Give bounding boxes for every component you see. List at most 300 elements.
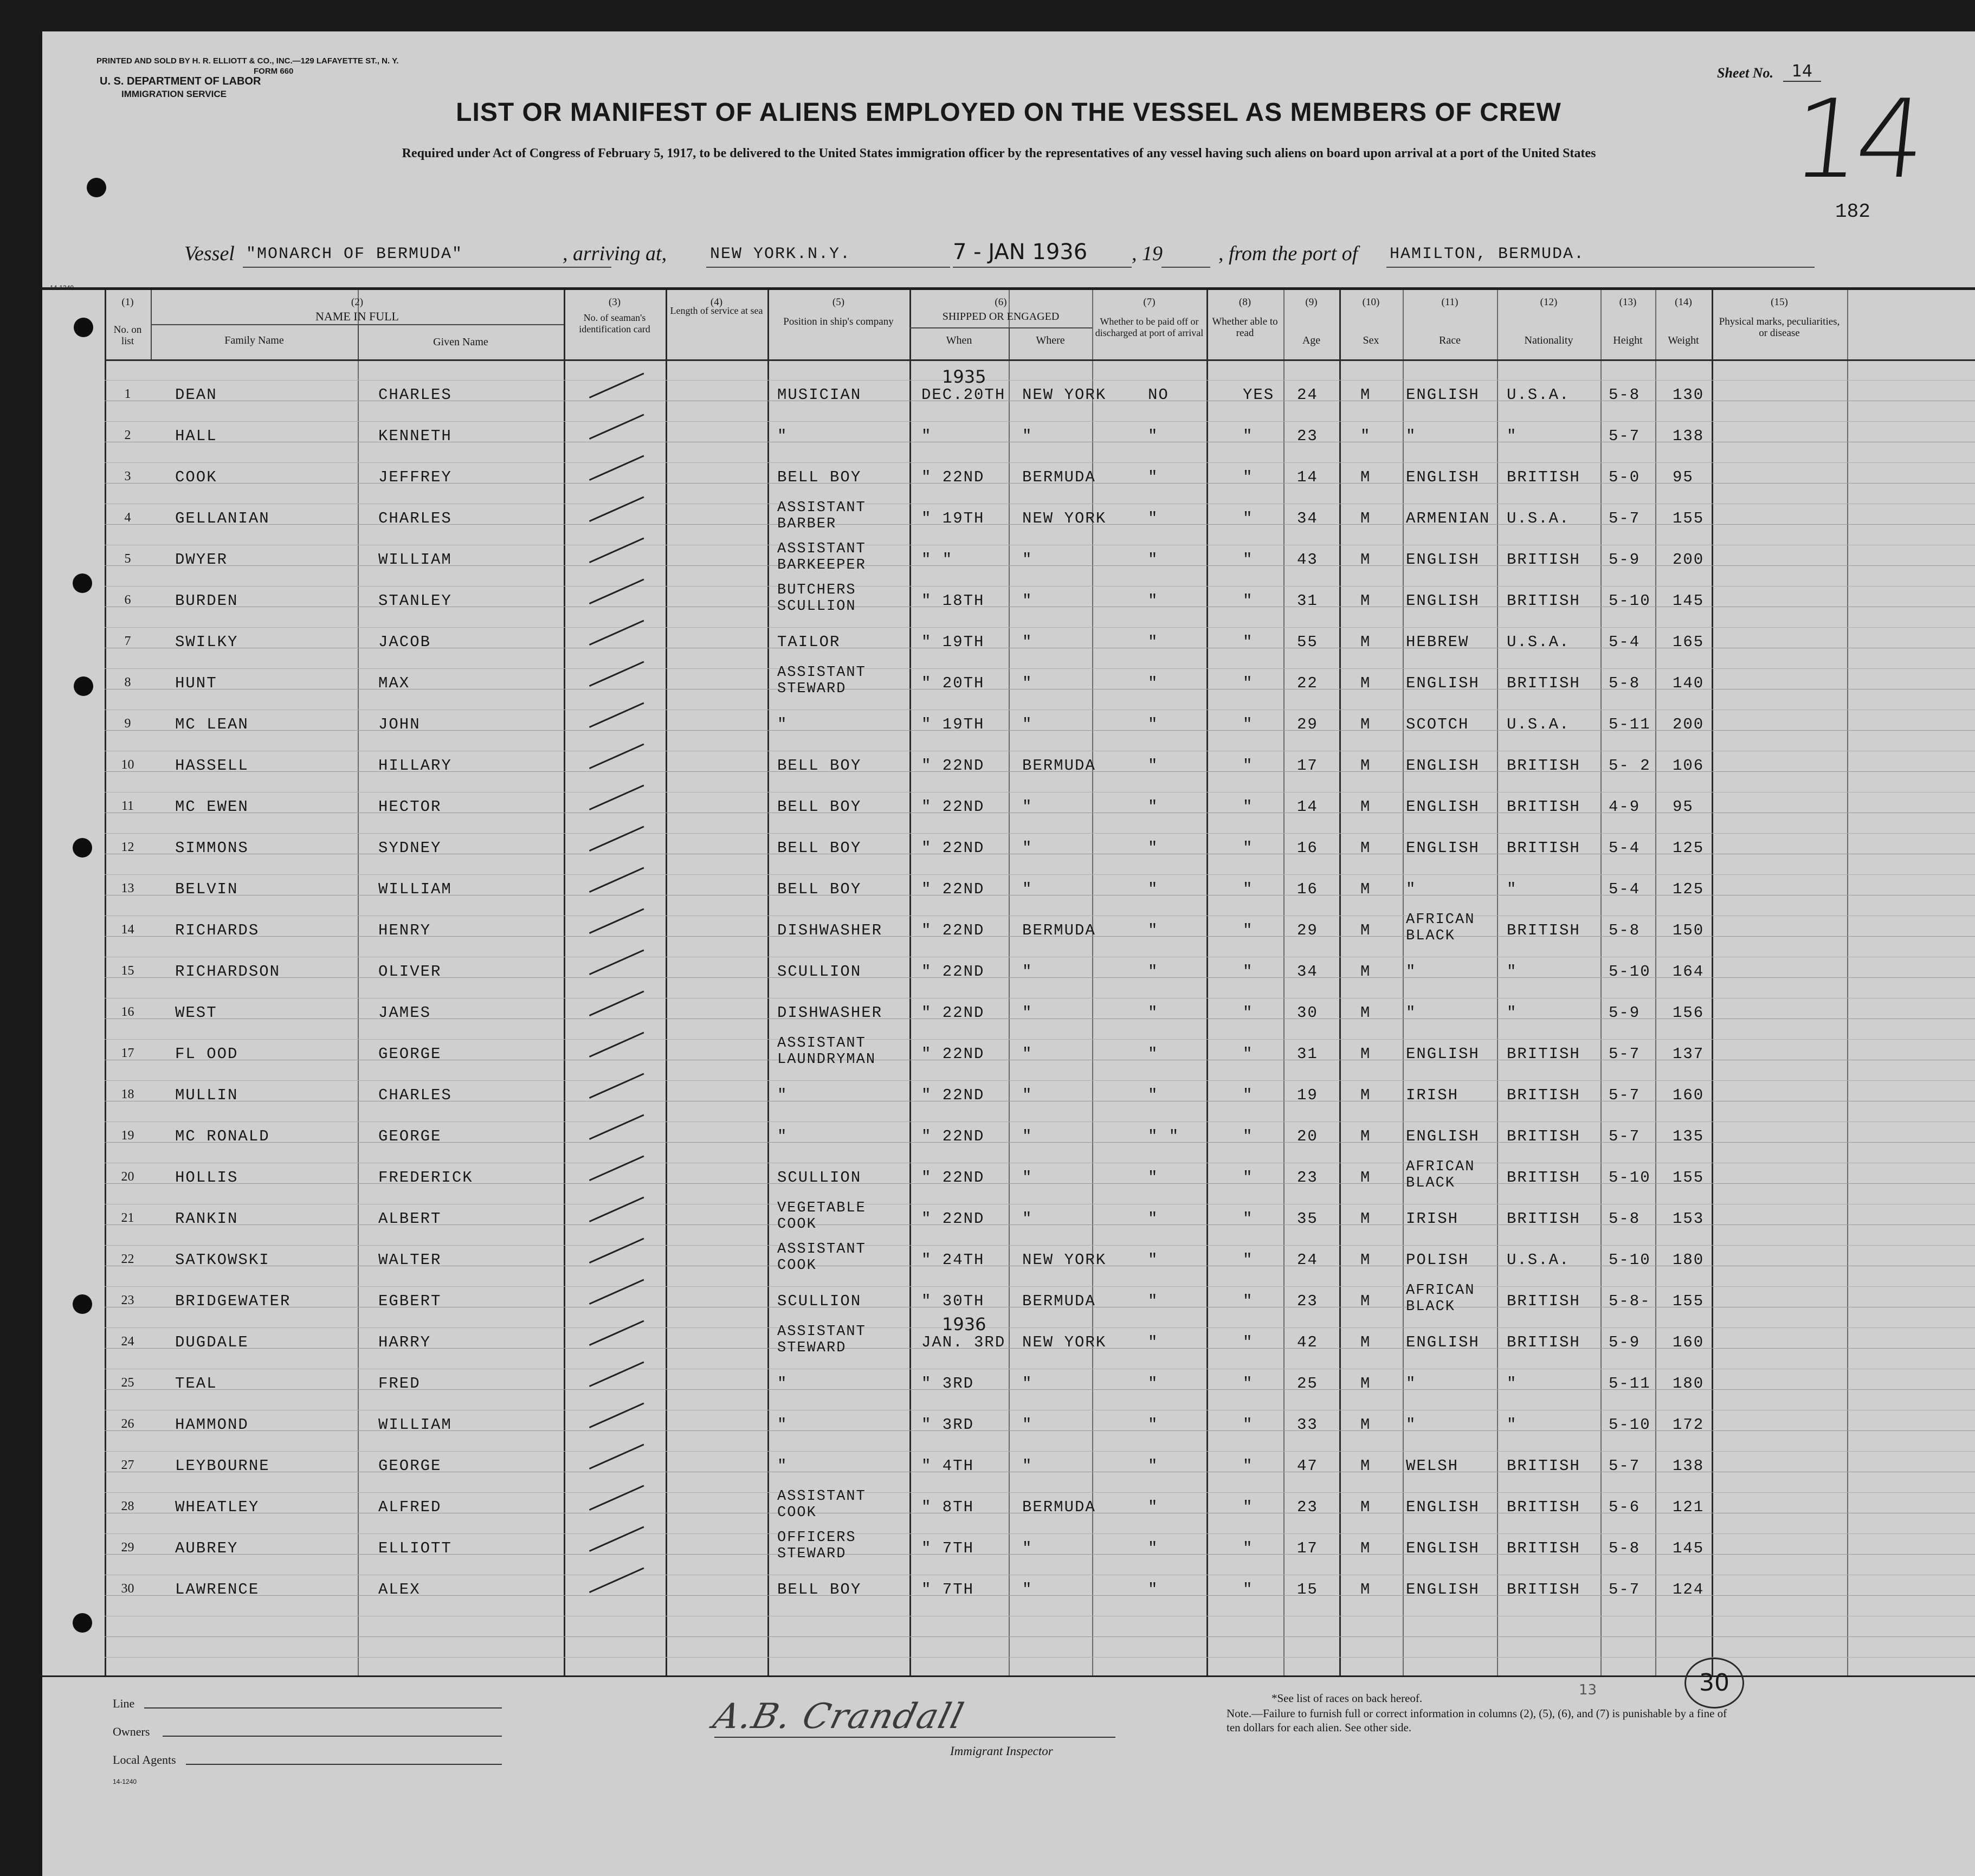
inspector-signature: A.B. Crandall xyxy=(709,1697,969,1737)
height: 5-8 xyxy=(1609,1210,1641,1228)
paid-off: " xyxy=(1148,510,1159,527)
shipped-where: NEW YORK xyxy=(1022,1333,1107,1351)
position: BELL BOY xyxy=(777,798,862,816)
paid-off: " xyxy=(1148,1210,1159,1228)
arrival-port: NEW YORK.N.Y. xyxy=(710,245,851,263)
row-number: 5 xyxy=(124,552,131,566)
weight: 160 xyxy=(1673,1333,1705,1351)
age: 23 xyxy=(1297,427,1318,445)
able-to-read: YES xyxy=(1243,386,1275,404)
height: 5-8 xyxy=(1609,674,1641,692)
header-weight: Weight xyxy=(1668,334,1699,346)
row-number: 22 xyxy=(121,1252,134,1266)
position: " xyxy=(777,715,788,733)
nationality: BRITISH xyxy=(1507,592,1580,610)
paid-off: " xyxy=(1148,1539,1159,1557)
row-number: 14 xyxy=(121,923,134,937)
row-number: 19 xyxy=(121,1129,134,1143)
ruling-line xyxy=(105,1636,1975,1637)
weight: 138 xyxy=(1673,1457,1705,1475)
height: 5- 2 xyxy=(1609,757,1651,775)
position: OFFICERS STEWARD xyxy=(777,1530,856,1562)
height: 5-10 xyxy=(1609,1416,1651,1434)
paid-off: " xyxy=(1148,1045,1159,1063)
race: " xyxy=(1406,880,1417,898)
age: 29 xyxy=(1297,715,1318,733)
age: 34 xyxy=(1297,510,1318,527)
weight: 125 xyxy=(1673,839,1705,857)
row-number: 9 xyxy=(124,717,131,731)
given-name: OLIVER xyxy=(378,963,442,981)
weight: 155 xyxy=(1673,1292,1705,1310)
shipped-when: " 7TH xyxy=(921,1539,974,1557)
line-field xyxy=(144,1707,502,1709)
ruling-line xyxy=(105,1657,1975,1658)
able-to-read: " xyxy=(1243,1251,1254,1269)
paid-off: " xyxy=(1148,880,1159,898)
given-name: GEORGE xyxy=(378,1127,442,1145)
family-name: LAWRENCE xyxy=(175,1581,260,1598)
margin-mark: 13 xyxy=(1579,1682,1597,1698)
row-number: 29 xyxy=(121,1540,134,1555)
race: " xyxy=(1406,427,1417,445)
given-name: WALTER xyxy=(378,1251,442,1269)
position: TAILOR xyxy=(777,633,841,651)
weight: 106 xyxy=(1673,757,1705,775)
row-number: 27 xyxy=(121,1458,134,1472)
weight: 200 xyxy=(1673,551,1705,569)
able-to-read: " xyxy=(1243,1333,1254,1351)
name-split-rule xyxy=(358,324,359,359)
able-to-read: " xyxy=(1243,468,1254,486)
ruling-line xyxy=(105,1121,1975,1122)
family-name: MULLIN xyxy=(175,1086,238,1104)
sex: M xyxy=(1360,921,1371,939)
shipped-when: " 22ND xyxy=(921,1169,985,1187)
ruling-line xyxy=(105,668,1975,669)
shipped-where: " xyxy=(1022,963,1033,981)
sex: M xyxy=(1360,1375,1371,1393)
sex: M xyxy=(1360,1004,1371,1022)
height: 5-10 xyxy=(1609,592,1651,610)
given-name: HARRY xyxy=(378,1333,431,1351)
column-number: (2) xyxy=(351,296,364,308)
family-name: BURDEN xyxy=(175,592,238,610)
height: 5-8- xyxy=(1609,1292,1651,1310)
shipped-when: JAN. 3RD xyxy=(921,1333,1006,1351)
able-to-read: " xyxy=(1243,1498,1254,1516)
height: 5-9 xyxy=(1609,1333,1641,1351)
height: 4-9 xyxy=(1609,798,1641,816)
header-name-in-full: NAME IN FULL xyxy=(315,310,399,323)
position: ASSISTANT STEWARD xyxy=(777,1324,866,1356)
able-to-read: " xyxy=(1243,1457,1254,1475)
shipped-where: " xyxy=(1022,839,1033,857)
shipped-when: " 22ND xyxy=(921,1045,985,1063)
shipped-when: " " xyxy=(921,551,953,569)
column-number: (5) xyxy=(832,296,845,308)
sex: M xyxy=(1360,963,1371,981)
shipped-where: " xyxy=(1022,1210,1033,1228)
paid-off: " xyxy=(1148,1581,1159,1598)
height: 5-8 xyxy=(1609,921,1641,939)
column-number: (11) xyxy=(1441,296,1458,308)
family-name: COOK xyxy=(175,468,217,486)
signature-line xyxy=(714,1737,1115,1738)
height: 5-10 xyxy=(1609,1169,1651,1187)
shipped-where: " xyxy=(1022,1169,1033,1187)
shipped-when: " 3RD xyxy=(921,1375,974,1393)
family-name: DWYER xyxy=(175,551,228,569)
weight: 145 xyxy=(1673,592,1705,610)
sex: M xyxy=(1360,1251,1371,1269)
row-number: 3 xyxy=(124,469,131,483)
row-number: 18 xyxy=(121,1087,134,1101)
family-name: LEYBOURNE xyxy=(175,1457,270,1475)
sheet-number-label: Sheet No. xyxy=(1717,65,1773,81)
given-name: FRED xyxy=(378,1375,421,1393)
age: 16 xyxy=(1297,880,1318,898)
column-rule xyxy=(1600,290,1602,1675)
paid-off: NO xyxy=(1148,386,1169,404)
circled-total: 30 xyxy=(1684,1658,1744,1709)
nationality: " xyxy=(1507,1004,1518,1022)
paid-off: " xyxy=(1148,921,1159,939)
arrival-underline xyxy=(706,267,950,268)
sex: M xyxy=(1360,1416,1371,1434)
shipped-where: " xyxy=(1022,798,1033,816)
age: 30 xyxy=(1297,1004,1318,1022)
sex: M xyxy=(1360,1127,1371,1145)
race: ENGLISH xyxy=(1406,468,1480,486)
column-number: (10) xyxy=(1362,296,1380,308)
local-agents-field xyxy=(186,1764,502,1765)
given-name: KENNETH xyxy=(378,427,452,445)
shipped-where: NEW YORK xyxy=(1022,510,1107,527)
race: ENGLISH xyxy=(1406,1045,1480,1063)
able-to-read: " xyxy=(1243,1539,1254,1557)
column-number: (15) xyxy=(1771,296,1788,308)
sex: M xyxy=(1360,1457,1371,1475)
given-name: HILLARY xyxy=(378,757,452,775)
nationality: BRITISH xyxy=(1507,1045,1580,1063)
family-name: SATKOWSKI xyxy=(175,1251,270,1269)
race: ENGLISH xyxy=(1406,798,1480,816)
shipped-when: " 22ND xyxy=(921,839,985,857)
weight: 155 xyxy=(1673,510,1705,527)
position: ASSISTANT LAUNDRYMAN xyxy=(777,1035,876,1068)
race: POLISH xyxy=(1406,1251,1469,1269)
owners-field xyxy=(163,1736,502,1737)
shipped-when: " 3RD xyxy=(921,1416,974,1434)
service-name: IMMIGRATION SERVICE xyxy=(121,89,227,99)
able-to-read: " xyxy=(1243,880,1254,898)
header-no-on-list: No. on list xyxy=(113,324,142,347)
age: 34 xyxy=(1297,963,1318,981)
shipped-where: " xyxy=(1022,715,1033,733)
weight: 156 xyxy=(1673,1004,1705,1022)
family-name: HAMMOND xyxy=(175,1416,249,1434)
column-rule xyxy=(1712,290,1713,1675)
manifest-sheet xyxy=(42,31,1975,1876)
family-name: MC RONALD xyxy=(175,1127,270,1145)
race: HEBREW xyxy=(1406,633,1469,651)
nationality: BRITISH xyxy=(1507,1457,1580,1475)
shipped-where: " xyxy=(1022,1045,1033,1063)
family-name: RICHARDSON xyxy=(175,963,281,981)
row-number: 8 xyxy=(124,675,131,689)
sex: M xyxy=(1360,633,1371,651)
shipped-where: " xyxy=(1022,551,1033,569)
family-name: MC LEAN xyxy=(175,715,249,733)
able-to-read: " xyxy=(1243,1045,1254,1063)
owners-label: Owners xyxy=(113,1725,150,1738)
position: BELL BOY xyxy=(777,839,862,857)
ruling-line xyxy=(105,462,1975,463)
column-rule xyxy=(666,290,667,1675)
column-number: (4) xyxy=(710,296,723,308)
family-name: WHEATLEY xyxy=(175,1498,260,1516)
race: ENGLISH xyxy=(1406,551,1480,569)
manifest-subtitle: Required under Act of Congress of February 5, 1917, to be delivered to the United States immigration officer by the representatives of any vessel having such aliens on board upon arrival at a port of the United States xyxy=(402,146,1596,160)
given-name: GEORGE xyxy=(378,1045,442,1063)
given-name: JAMES xyxy=(378,1004,431,1022)
row-number: 30 xyxy=(121,1582,134,1596)
name-subhead-rule xyxy=(151,324,564,325)
sex: M xyxy=(1360,1292,1371,1310)
shipped-where: " xyxy=(1022,880,1033,898)
race: " xyxy=(1406,1416,1417,1434)
age: 43 xyxy=(1297,551,1318,569)
shipped-where: NEW YORK xyxy=(1022,1251,1107,1269)
race: ENGLISH xyxy=(1406,386,1480,404)
shipped-year: 1935 xyxy=(942,366,986,387)
able-to-read: " xyxy=(1243,1416,1254,1434)
able-to-read: " xyxy=(1243,963,1254,981)
position: " xyxy=(777,427,788,445)
row-number: 11 xyxy=(121,799,134,813)
sex: M xyxy=(1360,715,1371,733)
ruling-line xyxy=(105,380,1975,381)
paid-off: " xyxy=(1148,674,1159,692)
height: 5-11 xyxy=(1609,715,1651,733)
shipped-where: " xyxy=(1022,1127,1033,1145)
sheet-number: 14 xyxy=(1783,62,1821,82)
stamp-number: 182 xyxy=(1835,201,1870,223)
header-height: Height xyxy=(1613,334,1643,346)
column-number: (9) xyxy=(1305,296,1318,308)
race: WELSH xyxy=(1406,1457,1459,1475)
weight: 125 xyxy=(1673,880,1705,898)
able-to-read: " xyxy=(1243,921,1254,939)
given-name: WILLIAM xyxy=(378,551,452,569)
sex: M xyxy=(1360,1210,1371,1228)
family-name: RANKIN xyxy=(175,1210,238,1228)
shipped-when: " 18TH xyxy=(921,592,985,610)
height: 5-7 xyxy=(1609,1045,1641,1063)
shipped-when: " 22ND xyxy=(921,757,985,775)
column-rule xyxy=(1092,290,1093,1675)
shipped-where: BERMUDA xyxy=(1022,757,1096,775)
shipped-when: " 30TH xyxy=(921,1292,985,1310)
sheet-number-handwritten: 14 xyxy=(1786,76,1927,203)
age: 42 xyxy=(1297,1333,1318,1351)
nationality: BRITISH xyxy=(1507,1333,1580,1351)
weight: 180 xyxy=(1673,1375,1705,1393)
ruling-line xyxy=(105,1080,1975,1081)
height: 5-7 xyxy=(1609,427,1641,445)
header-id-card: No. of seaman's identification card xyxy=(579,312,650,334)
row-number: 17 xyxy=(121,1046,134,1060)
nationality: BRITISH xyxy=(1507,921,1580,939)
column-rule xyxy=(767,290,769,1675)
arrival-date: 7 - JAN 1936 xyxy=(953,240,1088,265)
height: 5-6 xyxy=(1609,1498,1641,1516)
age: 35 xyxy=(1297,1210,1318,1228)
height: 5-8 xyxy=(1609,386,1641,404)
weight: 130 xyxy=(1673,386,1705,404)
sex: M xyxy=(1360,757,1371,775)
column-rule xyxy=(358,290,359,1675)
shipped-when: " 7TH xyxy=(921,1581,974,1598)
given-name: ALBERT xyxy=(378,1210,442,1228)
row-number: 25 xyxy=(121,1376,134,1390)
binder-hole xyxy=(87,178,106,197)
printer-form-number: FORM 660 xyxy=(254,67,294,76)
shipped-when: " 19TH xyxy=(921,510,985,527)
row-number: 21 xyxy=(121,1211,134,1225)
family-name: RICHARDS xyxy=(175,921,260,939)
position: ASSISTANT COOK xyxy=(777,1488,866,1521)
able-to-read: " xyxy=(1243,427,1254,445)
family-name: SWILKY xyxy=(175,633,238,651)
position: " xyxy=(777,1416,788,1434)
date-underline xyxy=(953,267,1132,268)
weight: 160 xyxy=(1673,1086,1705,1104)
height: 5-9 xyxy=(1609,1004,1641,1022)
local-agents-label: Local Agents xyxy=(113,1753,176,1767)
shipped-where: " xyxy=(1022,1375,1033,1393)
race: " xyxy=(1406,1375,1417,1393)
column-number: (1) xyxy=(121,296,134,308)
shipped-where: BERMUDA xyxy=(1022,1292,1096,1310)
age: 25 xyxy=(1297,1375,1318,1393)
sex: M xyxy=(1360,1581,1371,1598)
height: 5-7 xyxy=(1609,1127,1641,1145)
age: 20 xyxy=(1297,1127,1318,1145)
shipped-year: 1936 xyxy=(942,1314,986,1335)
position: ASSISTANT BARBER xyxy=(777,500,866,532)
sex: M xyxy=(1360,1333,1371,1351)
able-to-read: " xyxy=(1243,1375,1254,1393)
header-given-name: Given Name xyxy=(433,336,488,348)
shipped-where: " xyxy=(1022,1086,1033,1104)
family-name: DUGDALE xyxy=(175,1333,249,1351)
height: 5-4 xyxy=(1609,633,1641,651)
line-label: Line xyxy=(113,1697,135,1710)
age: 17 xyxy=(1297,757,1318,775)
paid-off: " xyxy=(1148,1004,1159,1022)
able-to-read: " xyxy=(1243,798,1254,816)
header-where: Where xyxy=(1036,334,1065,346)
race: ENGLISH xyxy=(1406,1498,1480,1516)
position: " xyxy=(777,1375,788,1393)
shipped-when: " 22ND xyxy=(921,798,985,816)
shipped-when: " 22ND xyxy=(921,468,985,486)
binder-hole xyxy=(74,318,93,337)
given-name: ALEX xyxy=(378,1581,421,1598)
family-name: SIMMONS xyxy=(175,839,249,857)
weight: 138 xyxy=(1673,427,1705,445)
vessel-underline xyxy=(243,267,611,268)
paid-off: " xyxy=(1148,1251,1159,1269)
able-to-read: " xyxy=(1243,1169,1254,1187)
family-name: HOLLIS xyxy=(175,1169,238,1187)
paid-off: " xyxy=(1148,1086,1159,1104)
printer-imprint-line: PRINTED AND SOLD BY H. R. ELLIOTT & CO., INC.—129 LAFAYETTE ST., N. Y. xyxy=(96,56,399,66)
given-name: ALFRED xyxy=(378,1498,442,1516)
header-bottom-rule xyxy=(105,359,1975,361)
sex: M xyxy=(1360,1045,1371,1063)
nationality: " xyxy=(1507,1375,1518,1393)
header-service-length: Length of service at sea xyxy=(670,305,763,316)
sex: M xyxy=(1360,1169,1371,1187)
paid-off: " xyxy=(1148,1169,1159,1187)
department-heading xyxy=(100,75,261,101)
weight: 155 xyxy=(1673,1169,1705,1187)
height: 5-0 xyxy=(1609,468,1641,486)
given-name: GEORGE xyxy=(378,1457,442,1475)
vessel-label: Vessel xyxy=(184,242,235,265)
paid-off: " xyxy=(1148,757,1159,775)
weight: 145 xyxy=(1673,1539,1705,1557)
height: 5-11 xyxy=(1609,1375,1651,1393)
position: ASSISTANT COOK xyxy=(777,1241,866,1274)
header-nationality: Nationality xyxy=(1524,334,1573,346)
race: ENGLISH xyxy=(1406,1333,1480,1351)
column-rule xyxy=(1403,290,1404,1675)
family-name: HALL xyxy=(175,427,217,445)
column-number: (6) xyxy=(995,296,1007,308)
shipped-where: " xyxy=(1022,1457,1033,1475)
header-physical-marks: Physical marks, peculiarities, or disease xyxy=(1719,316,1840,339)
arriving-label: , arriving at, xyxy=(563,242,667,265)
family-name: BELVIN xyxy=(175,880,238,898)
ruling-line xyxy=(105,1039,1975,1040)
row-number: 15 xyxy=(121,964,134,978)
shipped-where: " xyxy=(1022,1581,1033,1598)
given-name: SYDNEY xyxy=(378,839,442,857)
row-number: 16 xyxy=(121,1005,134,1019)
sex: M xyxy=(1360,510,1371,527)
able-to-read: " xyxy=(1243,1581,1254,1598)
position: BELL BOY xyxy=(777,757,862,775)
shipped-when: " 22ND xyxy=(921,1004,985,1022)
height: 5-8 xyxy=(1609,1539,1641,1557)
given-name: FREDERICK xyxy=(378,1169,473,1187)
weight: 124 xyxy=(1673,1581,1705,1598)
shipped-subhead-rule xyxy=(909,327,1092,328)
race: ENGLISH xyxy=(1406,1539,1480,1557)
age: 31 xyxy=(1297,1045,1318,1063)
shipped-where: " xyxy=(1022,592,1033,610)
sex: " xyxy=(1360,427,1371,445)
manifest-title: LIST OR MANIFEST OF ALIENS EMPLOYED ON THE VESSEL AS MEMBERS OF CREW xyxy=(456,98,1561,127)
age: 14 xyxy=(1297,468,1318,486)
binder-hole xyxy=(73,838,92,858)
shipped-when: " 24TH xyxy=(921,1251,985,1269)
position: ASSISTANT BARKEEPER xyxy=(777,541,866,573)
